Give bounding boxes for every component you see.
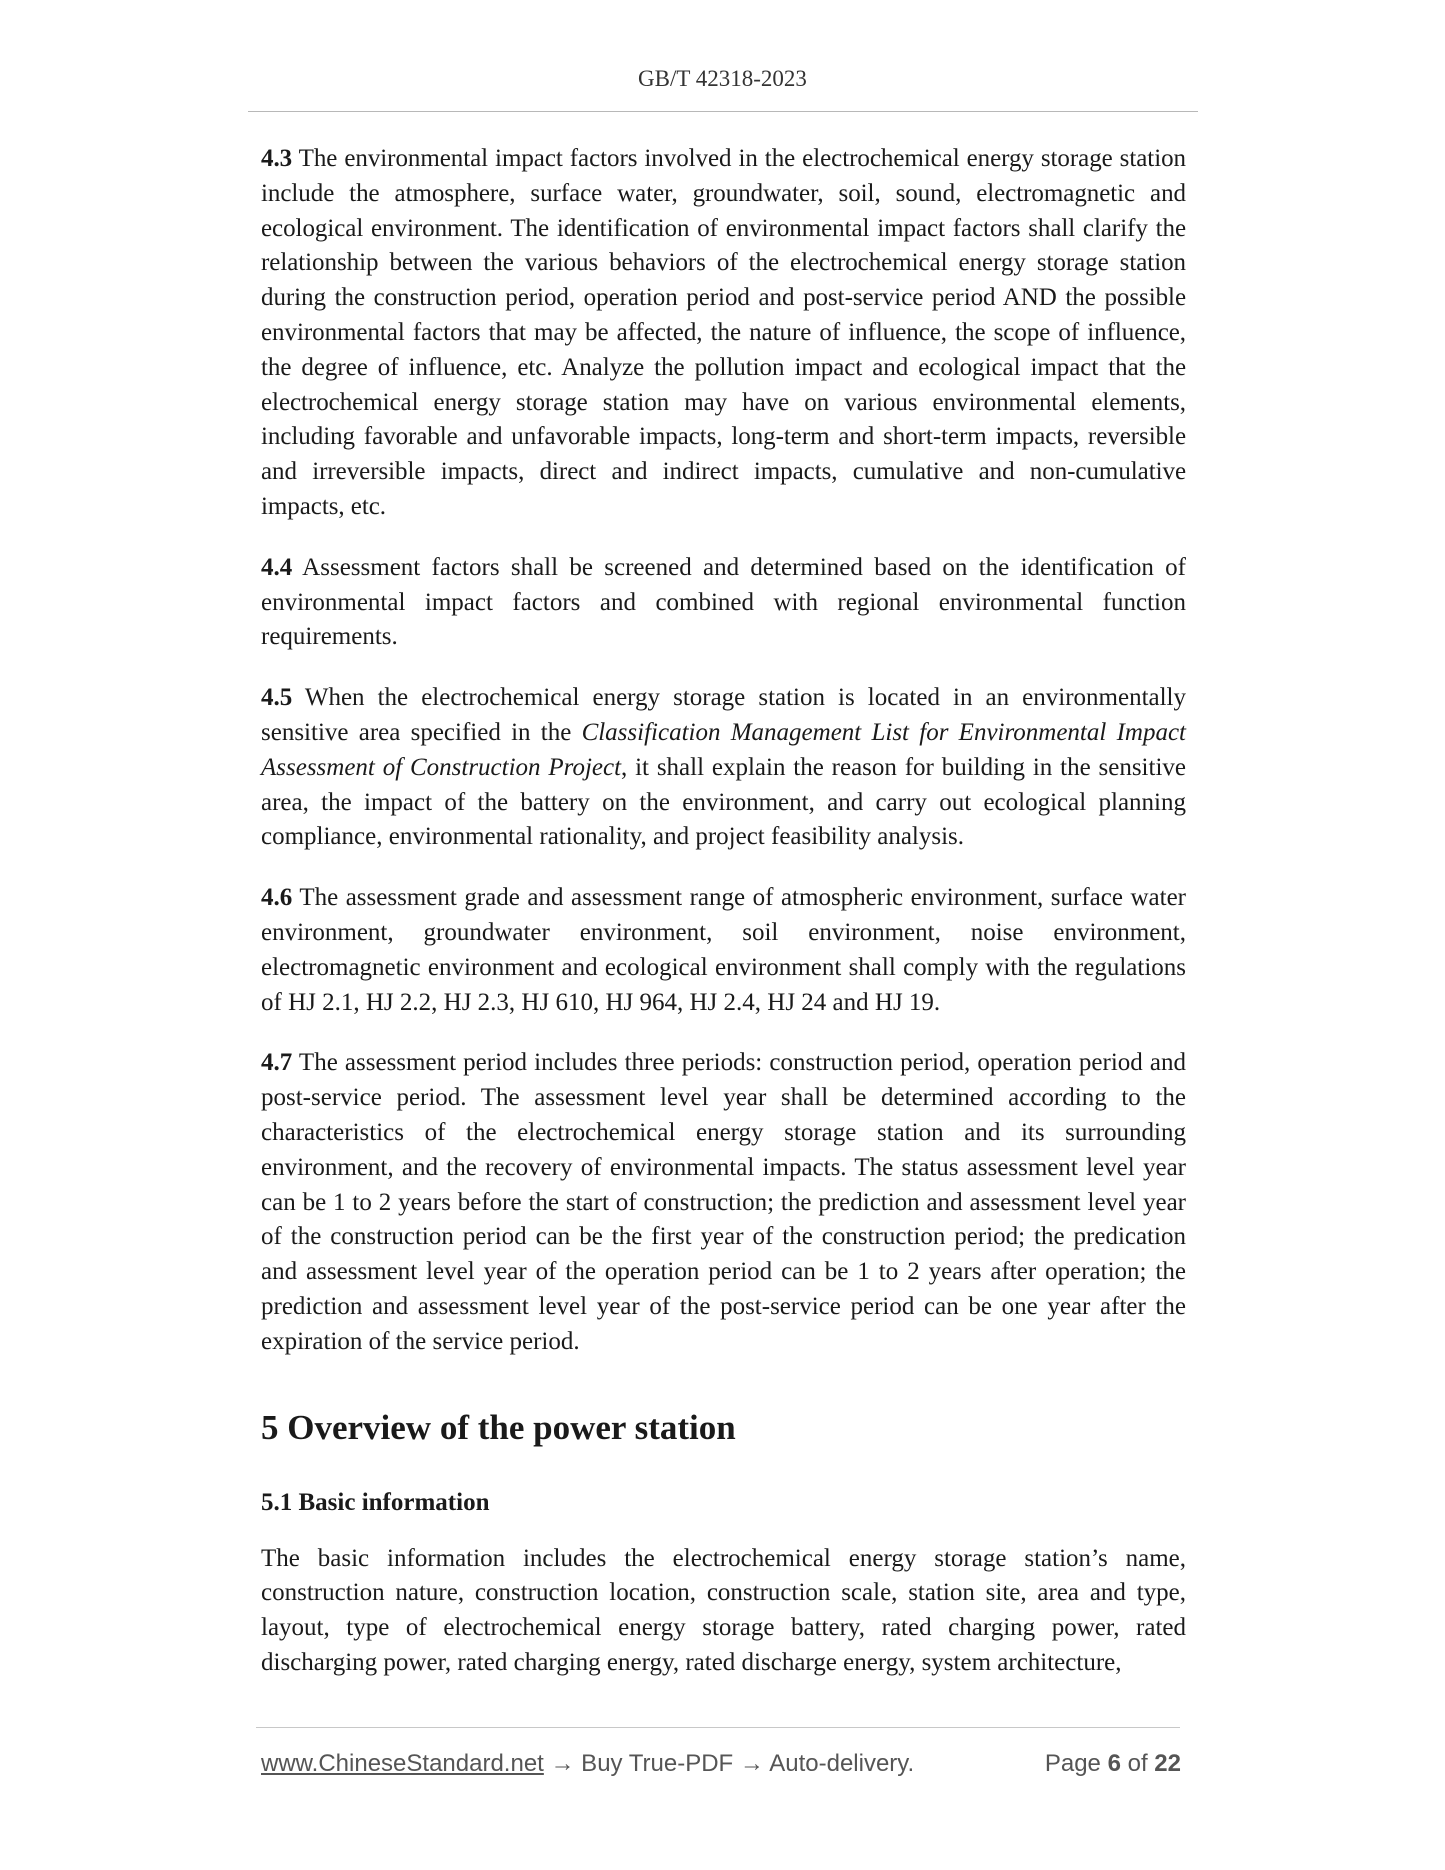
clause-5-1-text: The basic information includes the electrochemical energy storage station’s name, construction nature, construction location, construction scale, station site, area and type, layout, type of electrochemical energy storage battery, rated charging power, rated discharging power, rated charging energy, rated discharge energy, system architecture, xyxy=(261,1544,1186,1676)
clause-number: 4.7 xyxy=(261,1049,293,1077)
page-total: 22 xyxy=(1154,1750,1181,1777)
clause-text: The environmental impact factors involved in the electrochemical energy storage station include the atmosphere, surface water, groundwater, soil, sound, electromagnetic and ecological environment. The identification of environmental impact factors shall clarify the relationship between the various behaviors of the electrochemical energy storage station during the construction period, operation period and post-service period AND the possible environmental factors that may be affected, the nature of influence, the scope of influence, the degree of influence, etc. Analyze the pollution impact and ecological impact that the electrochemical energy storage station may have on various environmental elements, including favorable and unfavorable impacts, long-term and short-term impacts, reversible and irreversible impacts, direct and indirect impacts, cumulative and non-cumulative impacts, etc. xyxy=(261,145,1186,520)
page-current: 6 xyxy=(1107,1750,1121,1777)
site-link[interactable]: www.ChineseStandard.net xyxy=(261,1750,544,1777)
footer-divider xyxy=(256,1727,1180,1728)
clause-4-4 xyxy=(261,551,1186,655)
clause-number: 4.3 xyxy=(261,145,293,172)
clause-text: , it shall explain the reason for building in the sensitive area, the impact of the battery on the environment, and carry out ecological planning compliance, environmental rationality, and project feasibility analysis. xyxy=(261,753,1186,851)
clause-text: The assessment grade and assessment range of atmospheric environment, surface water environment, groundwater environment, soil environment, noise environment, electromagnetic environment and ecological environment shall comply with the regulations of HJ 2.1, HJ 2.2, HJ 2.3, HJ 610, HJ 964, HJ 2.4, HJ 24 and HJ 19. xyxy=(261,884,1186,1016)
page-number xyxy=(1045,1750,1181,1778)
clause-number: 4.6 xyxy=(261,884,293,912)
clause-4-3 xyxy=(261,142,1186,525)
header-divider xyxy=(248,111,1198,112)
referenced-document-title: Classification Management List for Environmental Impact Assessment of Construction Project xyxy=(261,718,1186,781)
clause-text: When the electrochemical energy storage station is located in an environmentally sensitive area specified in the xyxy=(261,684,1186,746)
document-body xyxy=(261,142,1186,1707)
clause-text: The assessment period includes three periods: construction period, operation period and post-service period. The assessment level year shall be determined according to the characteristics of the electrochemical energy storage station and its surrounding environment, and the recovery of environmental impacts. The status assessment level year can be 1 to 2 years before the start of construction; the prediction and assessment level year of the construction period can be the first year of the construction period; the predication and assessment level year of the operation period can be 1 to 2 years after operation; the prediction and assessment level year of the post-service period can be one year after the expiration of the service period. xyxy=(261,1049,1186,1355)
page-header: GB/T 42318-2023 xyxy=(638,66,807,91)
page-of: of xyxy=(1127,1750,1148,1777)
promo-text: → Buy True-PDF → Auto-delivery. xyxy=(543,1750,915,1777)
clause-4-6 xyxy=(261,881,1186,1020)
clause-4-5 xyxy=(261,681,1186,855)
clause-number: 4.4 xyxy=(261,553,293,581)
section-heading: 5 Overview of the power station xyxy=(261,1407,736,1447)
page-footer xyxy=(261,1750,1181,1778)
clause-number: 4.5 xyxy=(261,684,293,712)
subsection-heading: 5.1 Basic information xyxy=(261,1488,490,1516)
clause-text: Assessment factors shall be screened and determined based on the identification of environmental impact factors and combined with regional environmental function requirements. xyxy=(261,553,1186,651)
page-label: Page xyxy=(1044,1750,1101,1777)
clause-4-7 xyxy=(261,1046,1186,1359)
